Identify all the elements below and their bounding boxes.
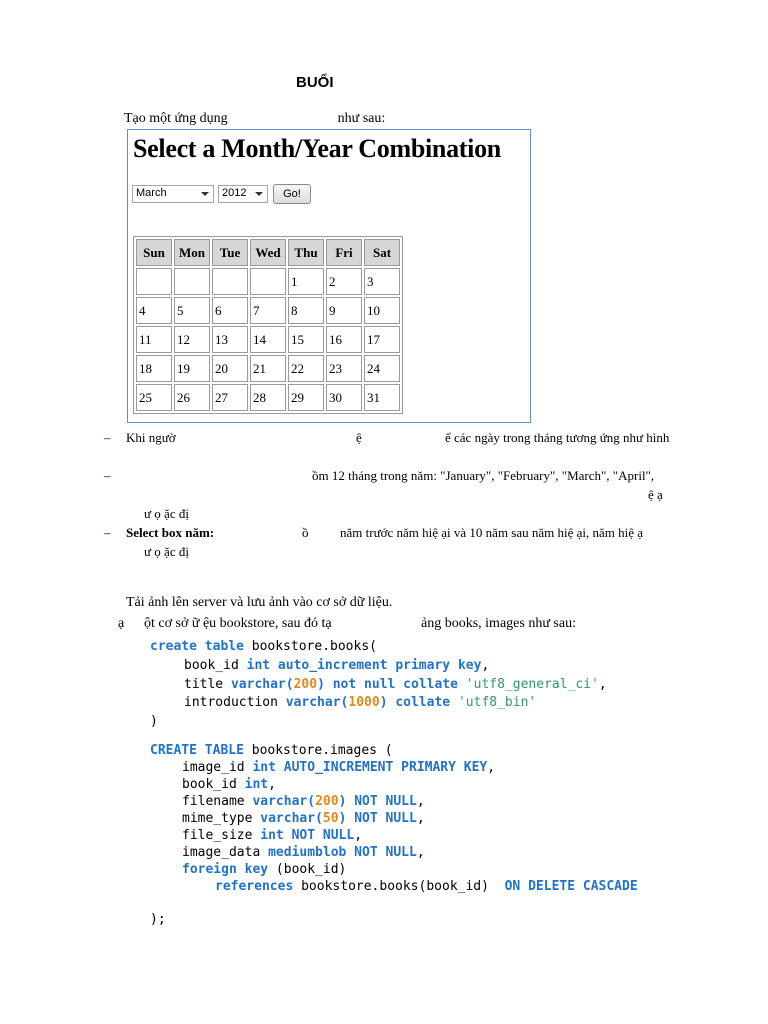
calendar-week-row <box>136 326 400 353</box>
calendar-day-cell <box>250 268 286 295</box>
document-title: BUỔI <box>296 74 334 91</box>
section2-line1: Tải ảnh lên server và lưu ảnh vào cơ sở dữ liệu. <box>126 595 393 610</box>
code-line: create table bookstore.books( <box>150 639 377 654</box>
calendar-day-cell: 15 <box>288 326 324 353</box>
calendar-week-row <box>136 297 400 324</box>
code-line: filename varchar(200) NOT NULL, <box>182 794 425 809</box>
go-button[interactable]: Go! <box>273 184 311 204</box>
bullet-1-text-b: ệ <box>356 430 362 445</box>
calendar-table <box>133 236 403 414</box>
code-line: title varchar(200) not null collate 'utf8_general_ci', <box>184 677 607 692</box>
weekday-header: Wed <box>250 239 286 266</box>
bullet-2-text-a: ồm 12 tháng trong năm: "January", "February", "March", "April", <box>312 468 655 483</box>
chevron-down-icon <box>201 192 209 196</box>
calendar-week-row <box>136 268 400 295</box>
calendar-day-cell: 25 <box>136 384 172 411</box>
calendar-day-cell <box>136 268 172 295</box>
bullet-3-label: Select box năm: <box>126 525 215 540</box>
bullet-2-text-b: ệ ạ <box>648 487 663 502</box>
chevron-down-icon <box>255 192 263 196</box>
year-select[interactable] <box>218 185 268 203</box>
calendar-day-cell: 11 <box>136 326 172 353</box>
calendar-day-cell: 14 <box>250 326 286 353</box>
month-select[interactable] <box>132 185 214 203</box>
calendar-day-cell: 19 <box>174 355 210 382</box>
calendar-day-cell: 9 <box>326 297 362 324</box>
bullet-dash: – <box>104 430 111 445</box>
month-year-demo-screenshot <box>127 129 531 423</box>
code-line: CREATE TABLE bookstore.images ( <box>150 743 393 758</box>
calendar-day-cell: 2 <box>326 268 362 295</box>
calendar-day-cell: 10 <box>364 297 400 324</box>
weekday-header: Mon <box>174 239 210 266</box>
bullet-1-text-c: ể các ngày trong tháng tương ứng như hình <box>445 430 670 445</box>
bullet-dash: – <box>104 525 111 540</box>
bullet-dash: – <box>104 468 111 483</box>
calendar-day-cell: 26 <box>174 384 210 411</box>
calendar-header-row <box>136 239 400 266</box>
calendar-day-cell: 20 <box>212 355 248 382</box>
intro-line <box>124 111 385 127</box>
calendar-day-cell: 8 <box>288 297 324 324</box>
section2-line2-c: ảng books, images như sau: <box>421 616 576 631</box>
calendar-day-cell: 4 <box>136 297 172 324</box>
weekday-header: Thu <box>288 239 324 266</box>
bullet-1-text-a: Khi ngườ <box>126 430 176 445</box>
demo-heading: Select a Month/Year Combination <box>133 134 501 163</box>
calendar-day-cell: 5 <box>174 297 210 324</box>
year-select-value: 2012 <box>222 187 247 199</box>
calendar-day-cell: 1 <box>288 268 324 295</box>
intro-left: Tạo một ứng dụng <box>124 111 228 126</box>
calendar-day-cell: 12 <box>174 326 210 353</box>
month-select-value: March <box>136 187 167 199</box>
calendar-day-cell: 28 <box>250 384 286 411</box>
code-line: references bookstore.books(book_id) ON DELETE CASCADE <box>215 879 638 894</box>
calendar-week-row <box>136 384 400 411</box>
bullet-2-text-c: ư ọ ặc đị <box>144 506 189 521</box>
weekday-header: Tue <box>212 239 248 266</box>
calendar-day-cell: 13 <box>212 326 248 353</box>
code-line: image_data mediumblob NOT NULL, <box>182 845 425 860</box>
calendar-day-cell: 18 <box>136 355 172 382</box>
calendar-day-cell: 31 <box>364 384 400 411</box>
code-line: file_size int NOT NULL, <box>182 828 363 843</box>
section2-line2-a: ạ <box>118 616 125 631</box>
calendar-day-cell: 17 <box>364 326 400 353</box>
intro-right: như sau: <box>337 111 386 126</box>
code-line: mime_type varchar(50) NOT NULL, <box>182 811 425 826</box>
bullet-3-text-c: ư ọ ặc đị <box>144 544 189 559</box>
code-line: ); <box>150 912 166 927</box>
weekday-header: Sat <box>364 239 400 266</box>
calendar-day-cell: 16 <box>326 326 362 353</box>
calendar-day-cell: 6 <box>212 297 248 324</box>
calendar-day-cell: 21 <box>250 355 286 382</box>
code-line: book_id int, <box>182 777 276 792</box>
code-line: book_id int auto_increment primary key, <box>184 658 490 673</box>
code-line: introduction varchar(1000) collate 'utf8_bin' <box>184 695 537 710</box>
code-line: foreign key (book_id) <box>182 862 347 877</box>
calendar-day-cell: 29 <box>288 384 324 411</box>
bullet-3-text-b: năm trước năm hiệ ại và 10 năm sau năm hiệ ại, năm hiệ ạ <box>340 525 644 540</box>
code-line: image_id int AUTO_INCREMENT PRIMARY KEY, <box>182 760 496 775</box>
calendar-day-cell: 22 <box>288 355 324 382</box>
code-line: ) <box>150 714 158 729</box>
calendar-day-cell: 27 <box>212 384 248 411</box>
calendar-day-cell <box>174 268 210 295</box>
weekday-header: Fri <box>326 239 362 266</box>
calendar-day-cell <box>212 268 248 295</box>
calendar-day-cell: 7 <box>250 297 286 324</box>
calendar-day-cell: 3 <box>364 268 400 295</box>
calendar-day-cell: 23 <box>326 355 362 382</box>
calendar-week-row <box>136 355 400 382</box>
bullet-3-text-a: ồ <box>302 525 309 540</box>
section2-line2-b: ột cơ sở ữ ệu bookstore, sau đó tạ <box>144 616 332 631</box>
calendar-day-cell: 30 <box>326 384 362 411</box>
weekday-header: Sun <box>136 239 172 266</box>
calendar-day-cell: 24 <box>364 355 400 382</box>
